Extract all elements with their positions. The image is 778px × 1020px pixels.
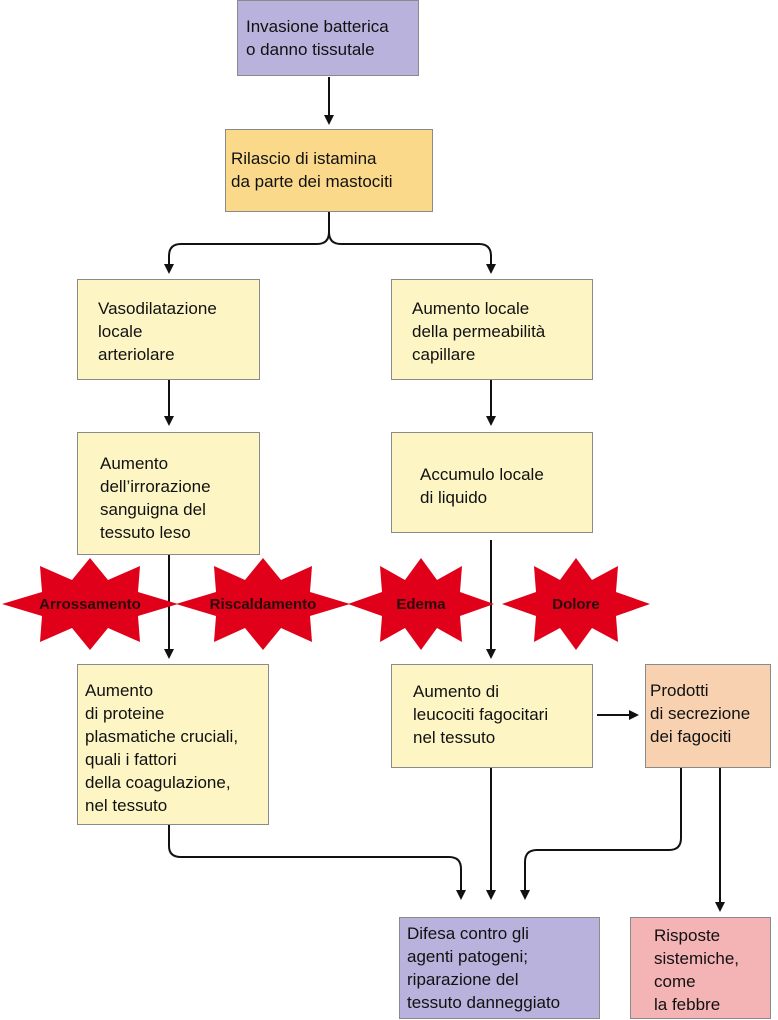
star-edema: [346, 558, 496, 650]
box-prodotti-secrezione: [645, 664, 771, 768]
box-risposte-sistemiche: [630, 917, 771, 1019]
box-risposte-text: Risposte sistemiche, come la febbre: [654, 926, 740, 1014]
box-irrorazione-text: Aumento dell’irrorazione sanguigna del tessuto leso: [100, 454, 211, 542]
star-arrossamento-label: Arrossamento: [39, 596, 141, 613]
box-proteine-text: Aumento di proteine plasmatiche cruciali, quali i fattori della coagulazione, nel tessuto: [85, 681, 239, 815]
arrow-istamina-split: [169, 212, 329, 272]
box-difesa: [399, 917, 600, 1019]
star-riscaldamento-label: Riscaldamento: [209, 596, 317, 613]
box-leucociti-text: Aumento di leucociti fagocitari nel tessuto: [413, 682, 549, 747]
box-permeabilita: [391, 279, 593, 380]
box-prodotti-text: Prodotti di secrezione dei fagociti: [650, 681, 751, 746]
box-accumulo-text: Accumulo locale di liquido: [420, 465, 544, 507]
box-accumulo-liquido: [391, 432, 593, 533]
box-vasodilatazione-text: Vasodilatazione locale arteriolare: [98, 299, 217, 364]
box-vasodilatazione: [77, 279, 260, 380]
star-dolore: [500, 558, 652, 650]
star-edema-label: Edema: [396, 596, 446, 613]
arrow-proteine-difesa: [169, 825, 461, 898]
star-arrossamento: [0, 558, 180, 650]
box-aumento-leucociti: [391, 664, 593, 768]
box-difesa-text: Difesa contro gli agenti patogeni; riparazione del tessuto danneggiato: [407, 924, 561, 1012]
box-irrorazione: [77, 432, 260, 555]
box-aumento-proteine: [77, 664, 269, 825]
box-istamina-text: Rilascio di istamina da parte dei mastociti: [231, 149, 393, 191]
arrow-istamina-right: [329, 232, 491, 272]
box-invasione-batterica: [237, 0, 419, 76]
arrow-prodotti-difesa: [525, 768, 681, 898]
box-permeabilita-text: Aumento locale della permeabilità capillare: [412, 299, 546, 364]
star-dolore-label: Dolore: [552, 596, 600, 613]
star-riscaldamento: [174, 558, 352, 650]
box-rilascio-istamina: [225, 129, 433, 212]
box-invasione-text: Invasione batterica o danno tissutale: [246, 17, 389, 59]
